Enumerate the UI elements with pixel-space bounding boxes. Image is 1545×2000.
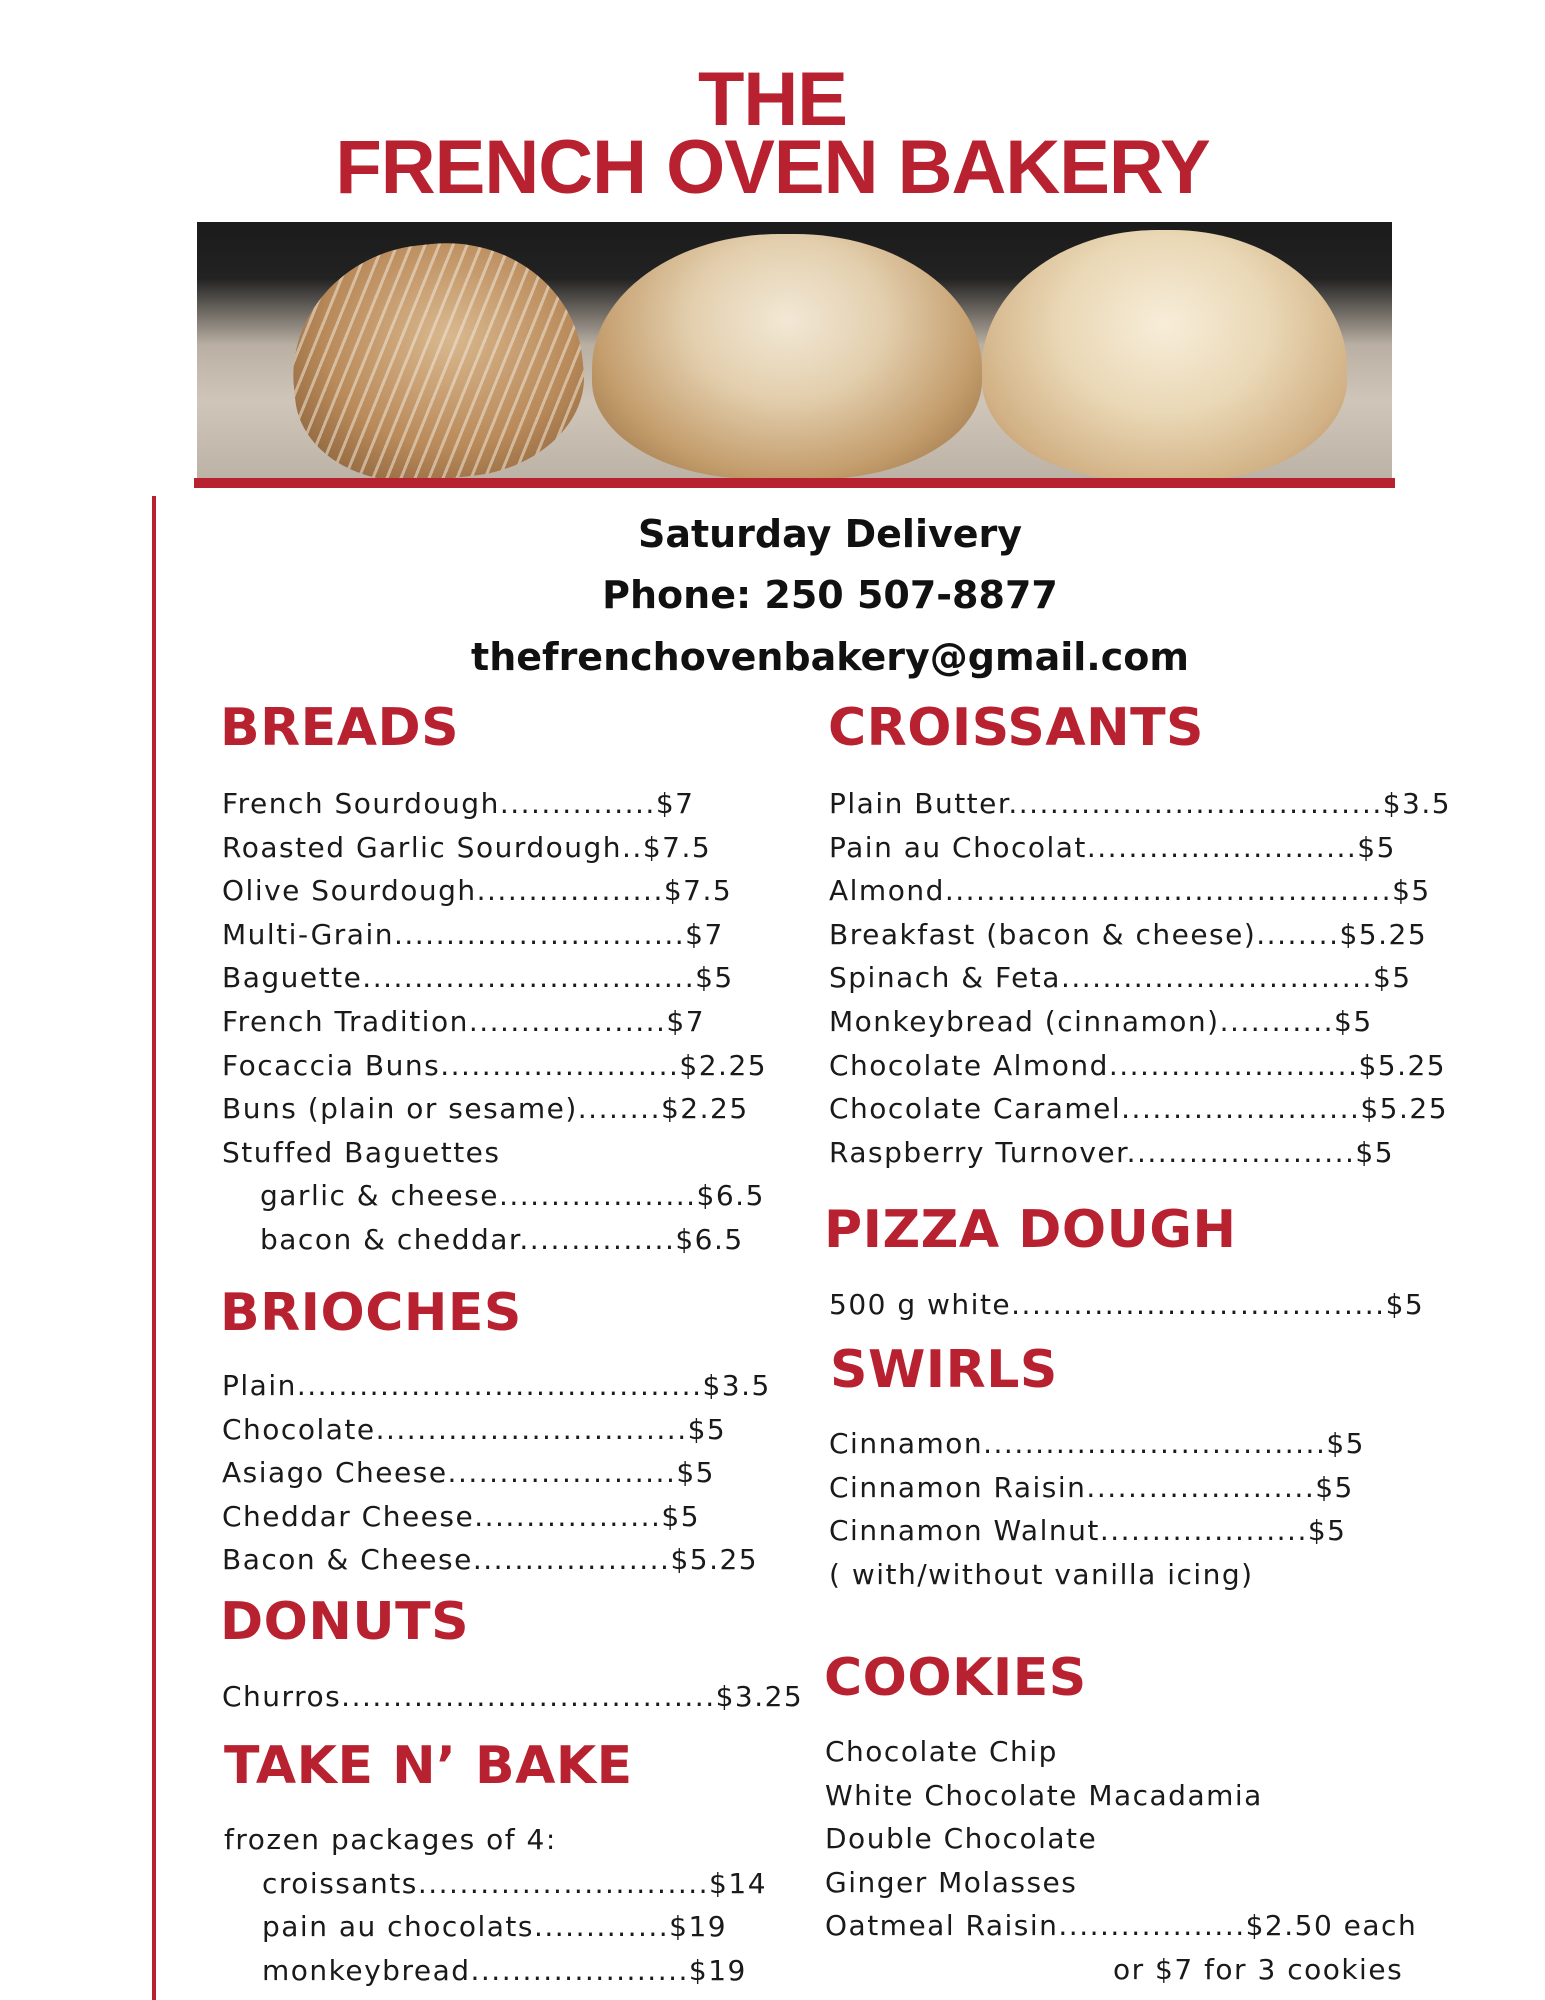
croissants-heading: CROISSANTS xyxy=(828,698,1205,758)
cookies-heading: COOKIES xyxy=(824,1648,1087,1708)
list-item: Multi-Grain............................$7 xyxy=(222,917,724,951)
phone-text: Phone: 250 507-8877 xyxy=(602,573,1058,617)
list-item: Churros....................................$3.25 xyxy=(222,1680,804,1713)
list-item: 500 g white....................................$5 xyxy=(829,1288,1425,1321)
take-n-bake-list xyxy=(224,1818,767,1992)
pizza-dough-heading: PIZZA DOUGH xyxy=(824,1200,1237,1260)
pale-loaf xyxy=(982,230,1347,478)
list-item: Spinach & Feta..............................$5 xyxy=(829,961,1412,995)
list-item: Olive Sourdough..................$7.5 xyxy=(222,874,733,908)
list-item: French Sourdough...............$7 xyxy=(222,787,695,820)
swirls-heading: SWIRLS xyxy=(830,1340,1058,1400)
list-item: pain au chocolats.............$19 xyxy=(262,1910,728,1944)
pizza-dough-list xyxy=(829,1283,1424,1327)
list-item: Roasted Garlic Sourdough..$7.5 xyxy=(222,830,712,864)
list-item: Stuffed Baguettes xyxy=(222,1135,501,1169)
list-item: Almond...........................................$5 xyxy=(829,874,1431,908)
list-item: ( with/without vanilla icing) xyxy=(829,1557,1254,1591)
list-item: Monkeybread (cinnamon)...........$5 xyxy=(829,1004,1373,1038)
hero-underline xyxy=(194,478,1395,488)
delivery-text: Saturday Delivery xyxy=(637,512,1023,556)
list-item: Double Chocolate xyxy=(825,1822,1098,1856)
list-item: Focaccia Buns.......................$2.25 xyxy=(222,1048,768,1082)
list-item: Baguette................................$5 xyxy=(222,961,734,995)
list-item: croissants............................$14 xyxy=(262,1866,768,1900)
list-item: Bacon & Cheese...................$5.25 xyxy=(222,1543,759,1577)
donuts-list xyxy=(222,1675,803,1719)
list-item: Cinnamon Walnut....................$5 xyxy=(829,1514,1347,1548)
brioches-heading: BRIOCHES xyxy=(220,1283,522,1343)
donuts-heading: DONUTS xyxy=(220,1592,470,1652)
list-item: Chocolate Caramel.......................$5.25 xyxy=(829,1092,1449,1126)
round-loaf xyxy=(592,234,982,478)
list-item: or $7 for 3 cookies xyxy=(1113,1952,1404,1986)
scored-loaf xyxy=(281,229,594,478)
list-item: Plain Butter....................................$3.5 xyxy=(829,787,1452,820)
swirls-list xyxy=(829,1422,1365,1596)
title-line-1: THE xyxy=(698,57,847,142)
list-item: Raspberry Turnover......................$5 xyxy=(829,1135,1395,1169)
breads-list xyxy=(222,782,767,1262)
breads-heading: BREADS xyxy=(220,698,460,758)
list-item: Asiago Cheese......................$5 xyxy=(222,1456,715,1490)
list-item: Cinnamon.................................$5 xyxy=(829,1427,1365,1460)
list-item: garlic & cheese...................$6.5 xyxy=(260,1179,765,1213)
list-item: Plain.......................................$3.5 xyxy=(222,1369,771,1402)
list-item: frozen packages of 4: xyxy=(224,1823,557,1856)
cookies-list xyxy=(825,1730,1417,1992)
title-line-2: FRENCH OVEN BAKERY xyxy=(335,125,1210,210)
croissants-list xyxy=(829,782,1451,1174)
email-text: thefrenchovenbakery@gmail.com xyxy=(471,635,1189,679)
list-item: Cinnamon Raisin......................$5 xyxy=(829,1470,1354,1504)
list-item: Oatmeal Raisin..................$2.50 each xyxy=(825,1909,1418,1943)
list-item: monkeybread.....................$19 xyxy=(262,1953,747,1987)
list-item: Buns (plain or sesame)........$2.25 xyxy=(222,1092,749,1126)
brioches-list xyxy=(222,1364,771,1582)
bread-loaves-photo xyxy=(197,222,1392,478)
list-item: French Tradition...................$7 xyxy=(222,1004,706,1038)
list-item: Chocolate Chip xyxy=(825,1735,1058,1768)
list-item: White Chocolate Macadamia xyxy=(825,1778,1263,1812)
list-item: bacon & cheddar...............$6.5 xyxy=(260,1222,744,1256)
take-n-bake-heading: TAKE N’ BAKE xyxy=(224,1736,633,1796)
left-divider xyxy=(152,496,156,2000)
list-item: Breakfast (bacon & cheese)........$5.25 xyxy=(829,917,1428,951)
list-item: Pain au Chocolat..........................$5 xyxy=(829,830,1396,864)
list-item: Ginger Molasses xyxy=(825,1865,1078,1899)
list-item: Cheddar Cheese..................$5 xyxy=(222,1499,701,1533)
list-item: Chocolate Almond........................$5.25 xyxy=(829,1048,1447,1082)
list-item: Chocolate..............................$5 xyxy=(222,1412,727,1446)
